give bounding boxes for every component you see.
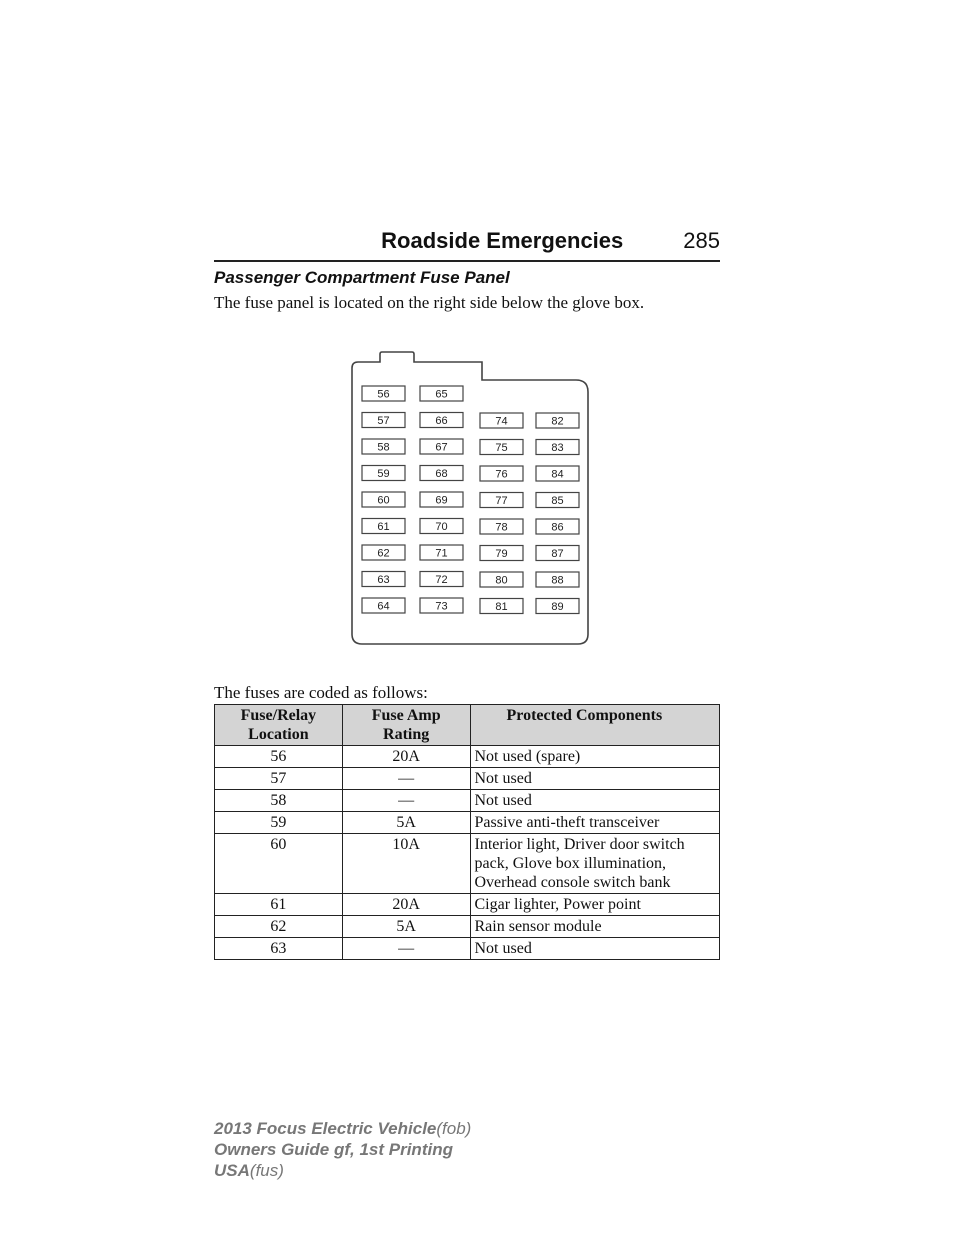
fuse-slot-label: 72: [435, 574, 448, 586]
table-row: [215, 790, 720, 812]
amp-rating-cell: 5A: [342, 916, 470, 938]
fuse-slot-label: 61: [377, 521, 390, 533]
fuse-location-cell: 60: [215, 834, 343, 894]
table-row: [215, 916, 720, 938]
table-row: [215, 894, 720, 916]
fuse-slot-label: 87: [551, 548, 564, 560]
header-amp-rating: Fuse Amp Rating: [342, 705, 470, 746]
section-title: Passenger Compartment Fuse Panel: [214, 268, 510, 287]
amp-rating-cell: 10A: [342, 834, 470, 894]
footer: [214, 1118, 471, 1181]
fuse-location-cell: 61: [215, 894, 343, 916]
table-row: [215, 938, 720, 960]
fuse-slot-label: 66: [435, 415, 448, 427]
intro-paragraph: The fuse panel is located on the right side below the glove box.: [214, 293, 645, 312]
components-cell: Not used: [470, 938, 720, 960]
coded-text: The fuses are coded as follows:: [214, 683, 428, 702]
fuse-slot-label: 59: [377, 468, 390, 480]
header-components: Protected Components: [470, 705, 720, 746]
fuse-location-cell: 59: [215, 812, 343, 834]
page-number: 285: [683, 228, 720, 253]
fuse-slot-label: 88: [551, 574, 564, 587]
footer-guide: Owners Guide gf, 1st Printing: [214, 1140, 453, 1159]
fuse-slot-label: 85: [551, 495, 564, 507]
header-location: Fuse/Relay Location: [215, 705, 343, 746]
fuse-location-cell: 58: [215, 790, 343, 812]
header-title: Roadside Emergencies: [381, 228, 624, 253]
header-rule: [214, 260, 720, 262]
fuse-location-cell: 63: [215, 938, 343, 960]
components-cell: Not used (spare): [470, 746, 720, 768]
fuse-slot-label: 67: [435, 441, 448, 454]
page-header: [214, 228, 720, 262]
amp-rating-cell: 20A: [342, 894, 470, 916]
fuse-slot-label: 71: [435, 547, 448, 560]
fuse-slot-label: 57: [377, 415, 390, 427]
fuse-slot-label: 76: [495, 468, 508, 481]
footer-market: USA: [214, 1161, 250, 1180]
components-cell: Rain sensor module: [470, 916, 720, 938]
footer-market-code: (fus): [249, 1161, 284, 1180]
fuse-slot-label: 78: [495, 521, 508, 534]
fuse-slot-label: 65: [435, 388, 448, 401]
table-row: [215, 746, 720, 768]
table-row: [215, 768, 720, 790]
table-row: [215, 812, 720, 834]
fuse-slot-label: 86: [551, 521, 564, 534]
fuse-slot-label: 63: [377, 574, 390, 586]
amp-rating-cell: —: [342, 768, 470, 790]
fuse-panel-svg: [340, 350, 600, 650]
components-cell: Not used: [470, 790, 720, 812]
fuse-slot-label: 70: [435, 521, 448, 533]
table-header-row: [215, 705, 720, 746]
fuse-slot-label: 82: [551, 415, 564, 428]
fuse-slot-label: 62: [377, 547, 390, 560]
fuse-location-cell: 57: [215, 768, 343, 790]
components-cell: Cigar lighter, Power point: [470, 894, 720, 916]
fuse-slot-label: 60: [377, 494, 390, 507]
fuse-slot-label: 58: [377, 441, 390, 454]
fuse-slot-label: 84: [551, 468, 564, 481]
table-row: [215, 834, 720, 894]
fuse-slot-label: 81: [495, 601, 508, 613]
fuse-slot-label: 75: [495, 442, 508, 454]
amp-rating-cell: —: [342, 790, 470, 812]
fuse-panel-diagram: [340, 350, 600, 655]
fuse-slot-label: 69: [435, 494, 448, 507]
fuse-slot-label: 74: [495, 415, 508, 428]
amp-rating-cell: 20A: [342, 746, 470, 768]
footer-model: 2013 Focus Electric Vehicle: [214, 1119, 437, 1138]
components-cell: Passive anti-theft transceiver: [470, 812, 720, 834]
fuse-slot-label: 80: [495, 574, 508, 587]
fuse-slot-label: 83: [551, 442, 564, 454]
components-cell: Not used: [470, 768, 720, 790]
fuse-slot-label: 79: [495, 548, 508, 560]
fuse-location-cell: 56: [215, 746, 343, 768]
fuse-slot-label: 89: [551, 601, 564, 613]
fuse-location-cell: 62: [215, 916, 343, 938]
fuse-slot-label: 77: [495, 495, 508, 507]
components-cell: Interior light, Driver door switch pack, Glove box illumination, Overhead console switch bank: [470, 834, 720, 894]
amp-rating-cell: —: [342, 938, 470, 960]
footer-model-code: (fob): [436, 1119, 472, 1138]
fuse-slot-label: 56: [377, 388, 390, 401]
fuse-slot-label: 73: [435, 600, 448, 613]
fuse-slot-label: 68: [435, 468, 448, 480]
fuse-table: [214, 704, 720, 960]
amp-rating-cell: 5A: [342, 812, 470, 834]
fuse-slot-label: 64: [377, 600, 390, 613]
